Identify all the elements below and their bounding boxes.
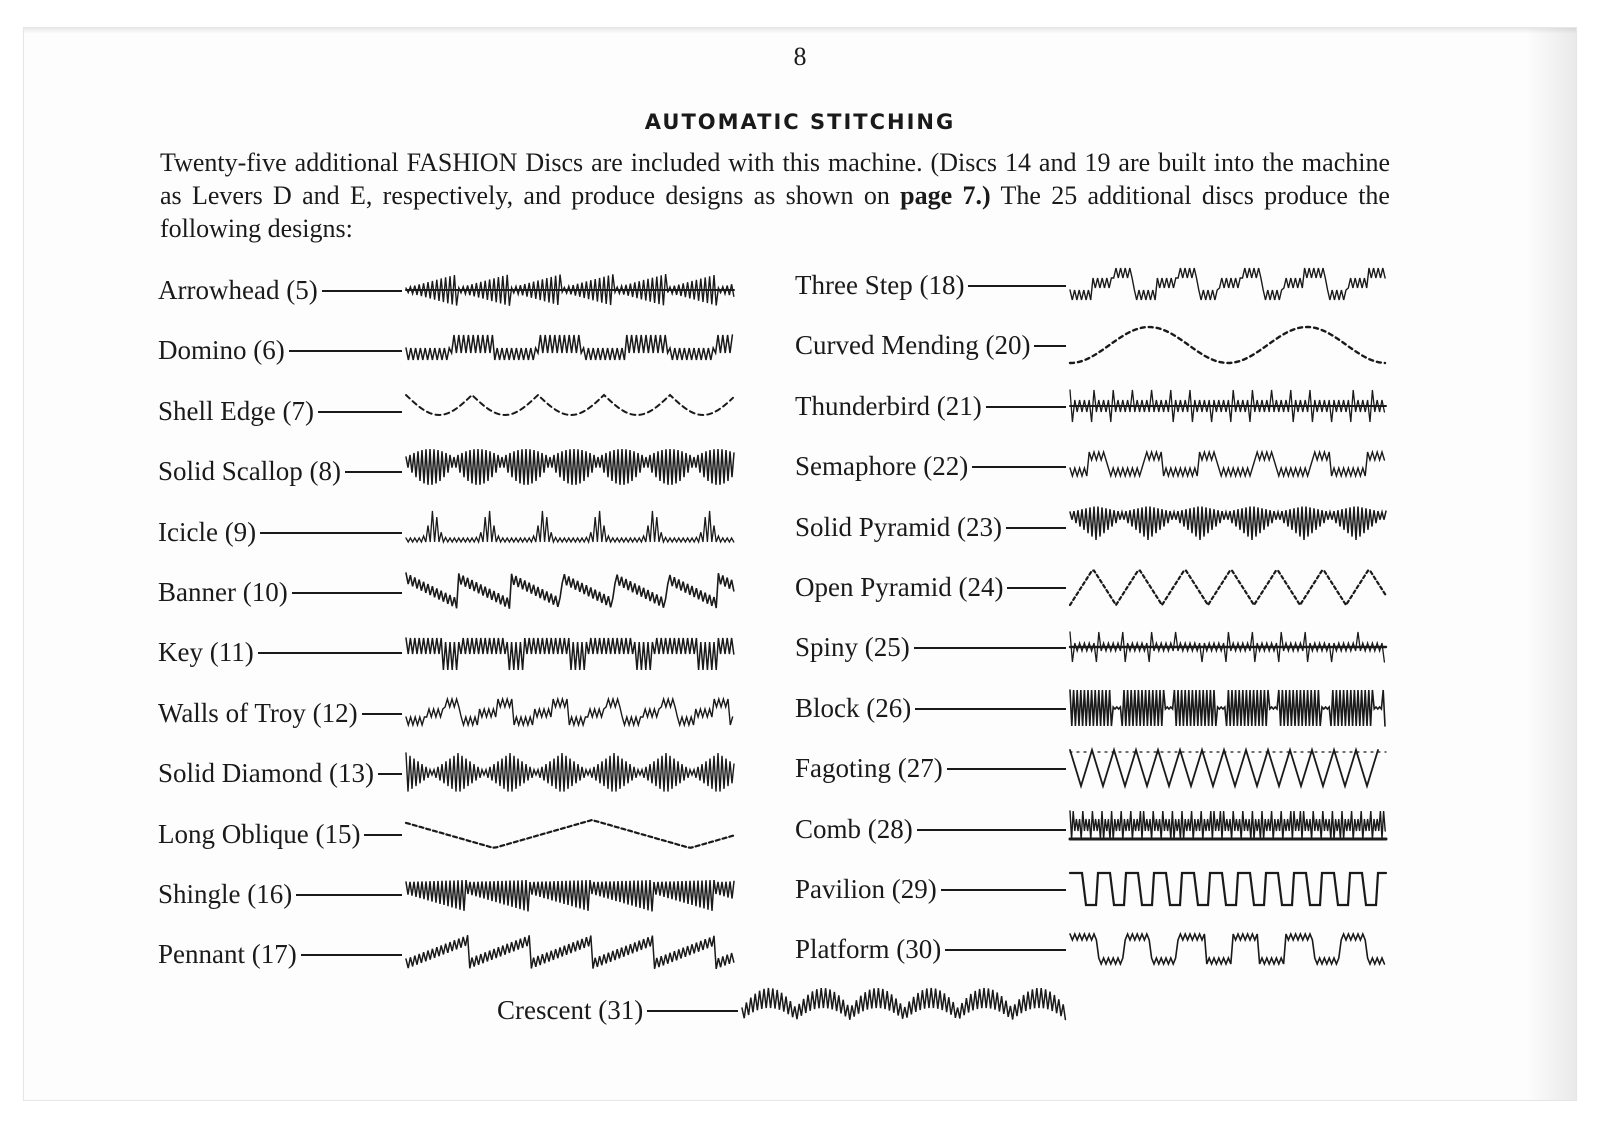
design-row-crescent — [497, 990, 1077, 1030]
leader-line — [1007, 587, 1066, 589]
leader-line — [917, 829, 1066, 831]
design-row-curved-mending — [795, 325, 1395, 365]
stitch-line — [1070, 811, 1385, 839]
spiny-stitch-icon — [1070, 627, 1386, 667]
stitch-line — [406, 699, 733, 725]
design-label: Solid Pyramid (23) — [795, 511, 1002, 542]
stitch-line — [406, 510, 734, 541]
design-label: Block (26) — [795, 692, 912, 723]
design-label: Arrowhead (5) — [158, 275, 318, 305]
solid-pyramid-stitch-icon — [1070, 507, 1386, 547]
thunderbird-stitch-icon — [1070, 386, 1386, 426]
design-label: Long Oblique (15) — [158, 818, 361, 849]
stitch-line — [1070, 506, 1386, 540]
section-heading: AUTOMATIC STITCHING — [644, 110, 956, 134]
leader-line — [968, 285, 1066, 287]
semaphore-stitch-icon — [1070, 446, 1386, 486]
design-label: Shingle (16) — [158, 879, 293, 909]
design-label: Icicle (9) — [158, 516, 257, 547]
stitch-line — [1070, 934, 1384, 964]
design-row-semaphore — [795, 446, 1395, 486]
leader-line — [364, 834, 402, 836]
icicle-stitch-icon — [406, 512, 734, 552]
stitch-line — [1070, 750, 1378, 786]
design-row-open-pyramid — [795, 567, 1395, 607]
open-pyramid-stitch-icon — [1070, 567, 1386, 607]
design-row-long-oblique — [158, 814, 748, 854]
leader-line — [647, 1010, 738, 1012]
design-row-icicle — [158, 512, 748, 552]
arrowhead-stitch-icon — [406, 270, 734, 310]
design-row-fagoting — [795, 748, 1395, 788]
leader-line — [258, 652, 402, 654]
leader-line — [915, 708, 1066, 710]
leader-line — [972, 466, 1066, 468]
design-label: Curved Mending (20) — [795, 330, 1031, 361]
design-label: Shell Edge (7) — [158, 395, 314, 426]
stitch-line — [406, 395, 733, 415]
stitch-line — [406, 936, 734, 970]
block-stitch-icon — [1070, 688, 1386, 728]
design-row-key — [158, 632, 748, 672]
leader-line — [914, 647, 1066, 649]
design-row-block — [795, 688, 1395, 728]
three-step-stitch-icon — [1070, 265, 1386, 305]
design-row-spiny — [795, 627, 1395, 667]
design-row-three-step — [795, 265, 1395, 305]
long-oblique-stitch-icon — [406, 814, 734, 854]
stitch-line — [406, 335, 732, 360]
design-row-thunderbird — [795, 386, 1395, 426]
design-label: Fagoting (27) — [795, 753, 943, 784]
leader-line — [986, 406, 1066, 408]
stitch-line — [1070, 690, 1385, 726]
design-row-walls-of-troy — [158, 693, 748, 733]
banner-stitch-icon — [406, 572, 734, 612]
intro-text-1: Twenty-five additional FASHION Discs are included with this machine. (Discs 14 and 19 are built into the machine as Levers D and E, respectively, and produce designs as shown on — [160, 148, 1390, 210]
design-label: Key (11) — [158, 637, 254, 668]
design-label: Crescent (31) — [497, 995, 644, 1025]
stitch-line — [1070, 268, 1385, 300]
walls-of-troy-stitch-icon — [406, 693, 734, 733]
stitch-line — [406, 880, 734, 911]
pavilion-stitch-icon — [1070, 869, 1386, 909]
design-label: Spiny (25) — [795, 632, 910, 663]
design-label: Pennant (17) — [158, 939, 297, 970]
stitch-line — [406, 573, 734, 609]
design-row-solid-diamond — [158, 753, 748, 793]
design-label: Open Pyramid (24) — [795, 572, 1004, 602]
design-row-platform — [795, 929, 1395, 969]
page-shadow-top — [24, 28, 1576, 34]
design-label: Platform (30) — [795, 934, 942, 965]
leader-line — [289, 350, 402, 352]
comb-stitch-icon — [1070, 809, 1386, 849]
leader-line — [945, 949, 1066, 951]
stitch-line — [1070, 452, 1384, 476]
shingle-stitch-icon — [406, 874, 734, 914]
design-label: Solid Scallop (8) — [158, 456, 341, 487]
design-label: Thunderbird (21) — [795, 390, 982, 421]
design-row-pavilion — [795, 869, 1395, 909]
design-label: Comb (28) — [795, 813, 913, 844]
leader-line — [941, 889, 1066, 891]
leader-line — [947, 768, 1066, 770]
intro-paragraph — [160, 146, 1390, 245]
leader-line — [301, 954, 402, 956]
stitch-line — [406, 753, 734, 792]
design-label: Pavilion (29) — [795, 874, 937, 904]
leader-line — [292, 592, 402, 594]
leader-line — [1034, 345, 1066, 347]
stitch-line — [742, 988, 1065, 1020]
leader-line — [1006, 527, 1066, 529]
design-row-domino — [158, 330, 748, 370]
page-shadow-right — [1526, 28, 1576, 1100]
stitch-line — [406, 638, 734, 670]
leader-line — [378, 773, 402, 775]
page-number: 8 — [793, 42, 807, 71]
design-row-shell-edge — [158, 391, 748, 431]
intro-page-ref: page 7.) — [900, 181, 991, 210]
stitch-line — [406, 449, 734, 485]
leader-line — [318, 411, 402, 413]
design-label: Three Step (18) — [795, 270, 965, 300]
crescent-stitch-icon — [742, 990, 1067, 1030]
shell-edge-stitch-icon — [406, 391, 734, 431]
curved-mending-stitch-icon — [1070, 325, 1386, 365]
design-row-solid-pyramid — [795, 507, 1395, 547]
design-row-solid-scallop — [158, 451, 748, 491]
design-label: Banner (10) — [158, 577, 288, 607]
solid-scallop-stitch-icon — [406, 451, 734, 491]
stitch-line — [1070, 327, 1385, 363]
key-stitch-icon — [406, 632, 734, 672]
solid-diamond-stitch-icon — [406, 753, 734, 793]
design-row-banner — [158, 572, 748, 612]
design-label: Solid Diamond (13) — [158, 758, 374, 789]
design-label: Semaphore (22) — [795, 451, 969, 482]
leader-line — [345, 471, 402, 473]
stitch-line — [1070, 571, 1386, 605]
leader-line — [362, 713, 402, 715]
pennant-stitch-icon — [406, 934, 734, 974]
intro-text-2: The 25 additional discs produce the following designs: — [160, 181, 1390, 243]
platform-stitch-icon — [1070, 929, 1386, 969]
design-row-comb — [795, 809, 1395, 849]
fagoting-stitch-icon — [1070, 748, 1386, 788]
stitch-line — [1070, 873, 1386, 905]
design-row-shingle — [158, 874, 748, 914]
leader-line — [322, 290, 402, 292]
design-label: Domino (6) — [158, 335, 285, 366]
design-label: Walls of Troy (12) — [158, 697, 358, 728]
design-row-pennant — [158, 934, 748, 974]
leader-line — [260, 532, 402, 534]
design-row-arrowhead — [158, 270, 748, 310]
domino-stitch-icon — [406, 330, 734, 370]
stitch-line — [406, 820, 733, 848]
leader-line — [296, 894, 402, 896]
